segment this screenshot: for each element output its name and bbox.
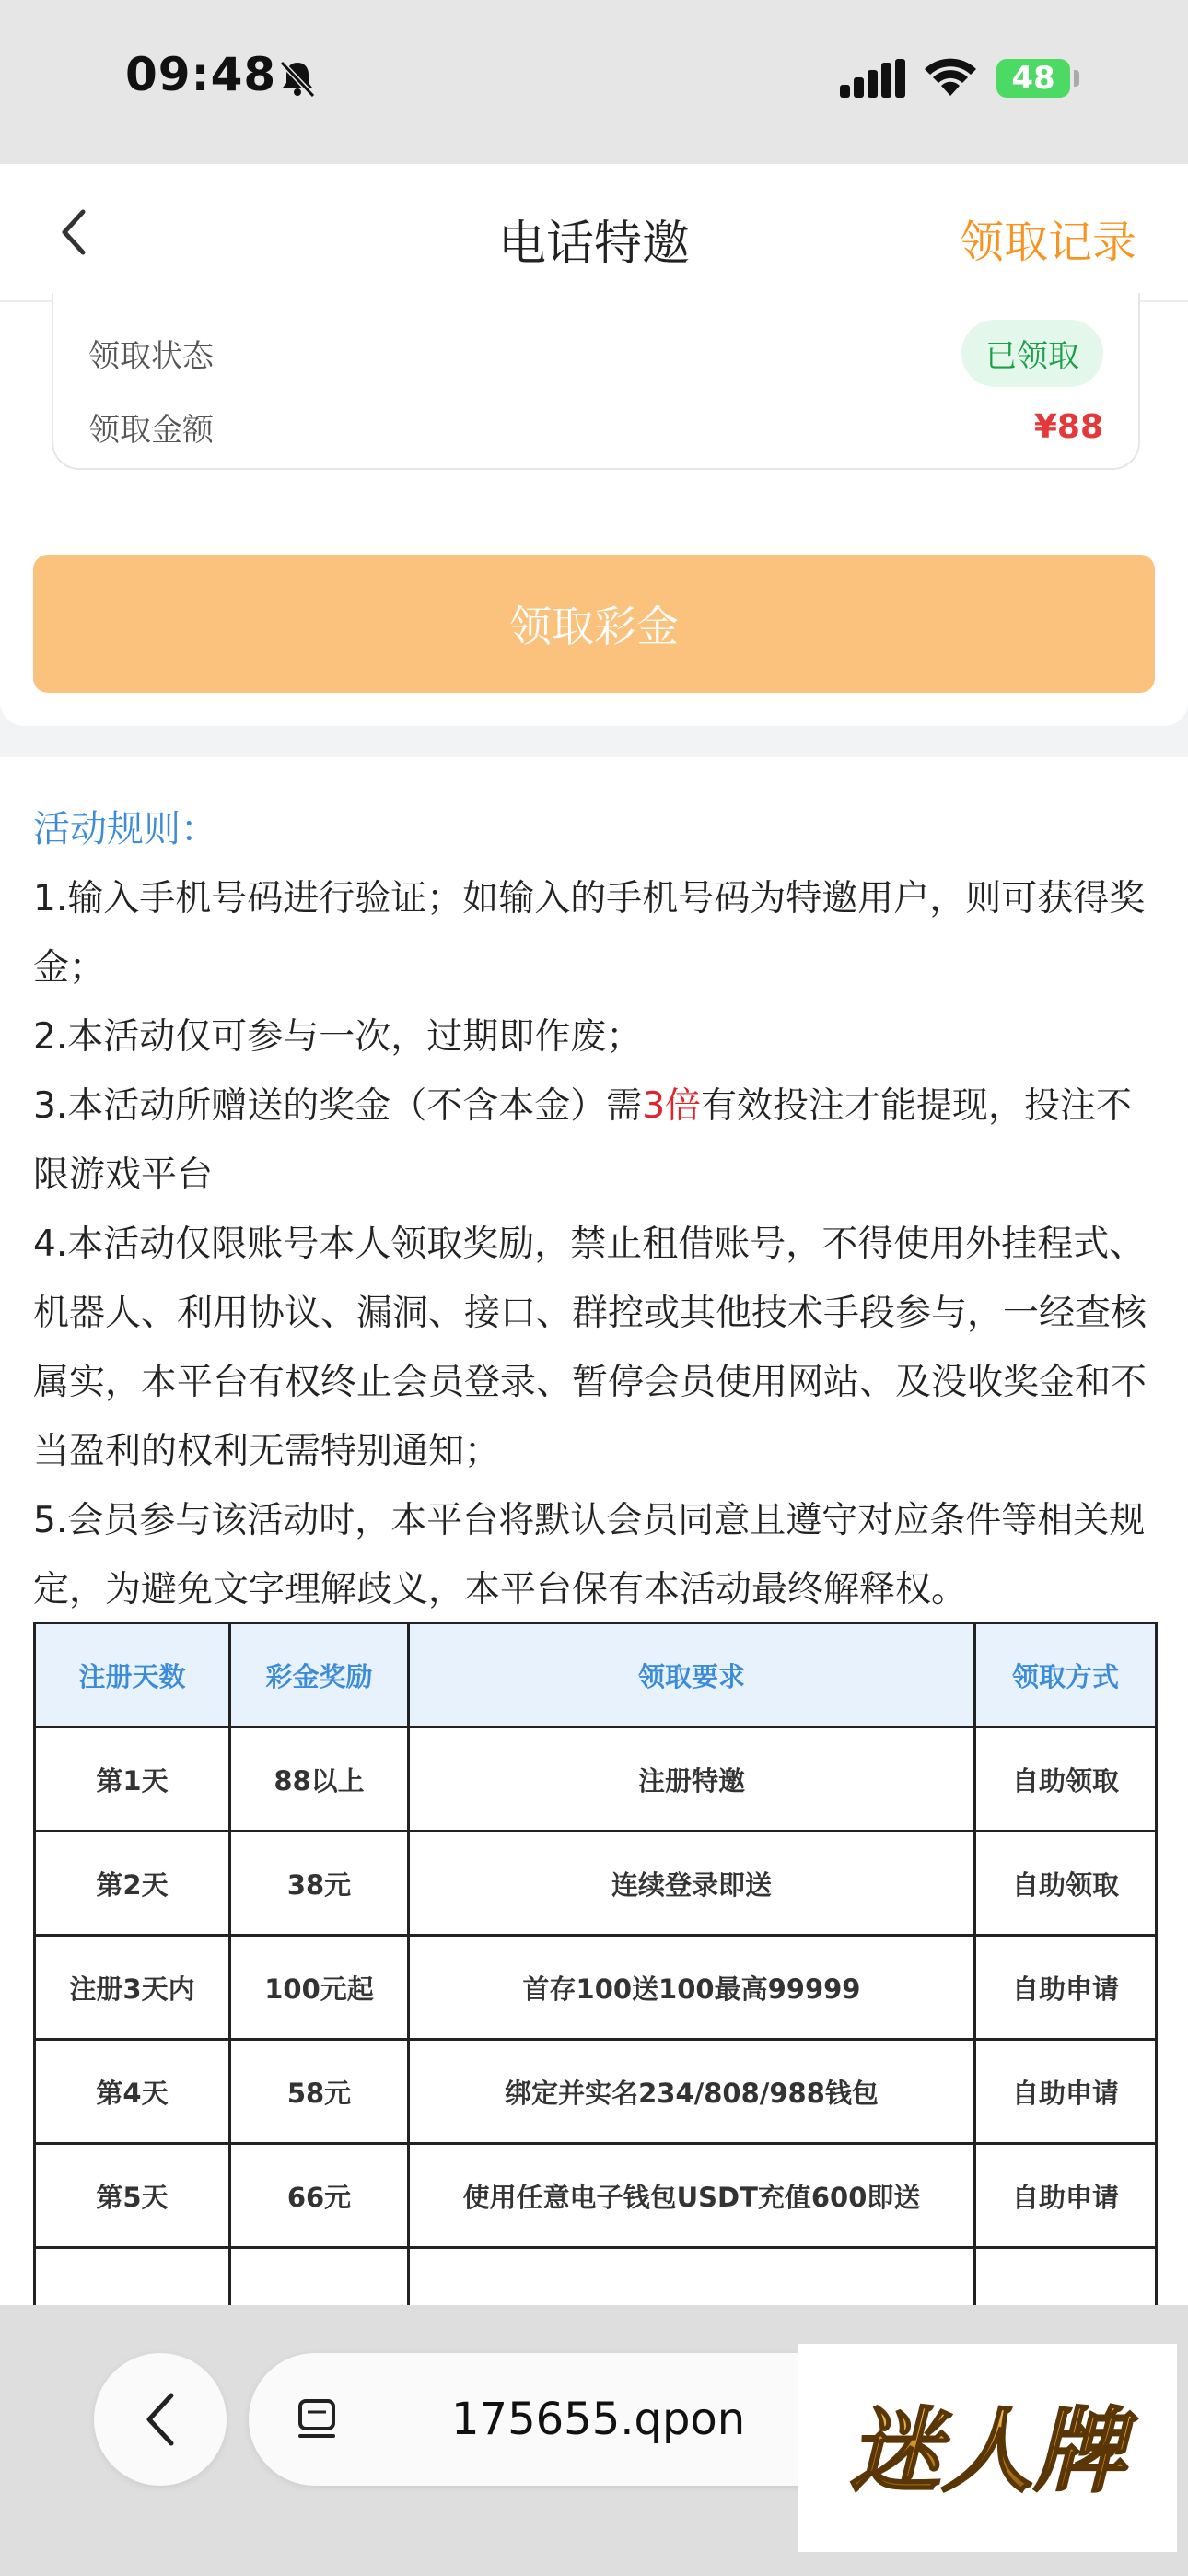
table-cell: 38元 bbox=[230, 1832, 409, 1936]
claim-status-label: 领取状态 bbox=[88, 337, 214, 375]
rule-item-3-post: 有效投注才能提现，投注不限游戏平台 bbox=[33, 1085, 1133, 1196]
rule-item-4: 4.本活动仅限账号本人领取奖励，禁止租借账号，不得使用外挂程式、机器人、利用协议、漏洞、接口、群控或其他技术手段参与，一经查核属实，本平台有权终止会员登录、暂停会员使用网站、及没收奖金和不当盈利的权利无需特别通知； bbox=[33, 1224, 1147, 1472]
bonus-table bbox=[33, 1622, 1158, 2353]
claim-bonus-button[interactable]: 领取彩金 bbox=[33, 555, 1155, 693]
rule-item-2: 2.本活动仅可参与一次，过期即作废； bbox=[33, 1016, 643, 1058]
url-text[interactable]: 175655.qpon bbox=[451, 2394, 746, 2445]
table-cell: 自助领取 bbox=[975, 1727, 1157, 1832]
table-row bbox=[35, 1727, 1157, 1832]
watermark-logo-graphic bbox=[835, 2383, 1139, 2512]
table-row bbox=[35, 1832, 1157, 1936]
table-cell: 66元 bbox=[230, 2144, 409, 2248]
back-arrow-icon bbox=[142, 2390, 179, 2449]
status-badge: 已领取 bbox=[961, 320, 1103, 387]
table-cell: 第4天 bbox=[35, 2040, 230, 2144]
signal-icon bbox=[840, 59, 906, 98]
table-cell: 注册3天内 bbox=[35, 1936, 230, 2040]
claim-amount-value: ¥88 bbox=[1033, 407, 1103, 446]
battery-cap bbox=[1074, 70, 1079, 87]
table-header-row bbox=[35, 1623, 1157, 1727]
claim-info-card bbox=[52, 293, 1140, 470]
table-cell: 自助申请 bbox=[975, 1936, 1157, 2040]
bell-off-icon bbox=[276, 57, 319, 100]
table-row bbox=[35, 2040, 1157, 2144]
claim-status-row bbox=[88, 321, 1103, 385]
table-cell: 自助领取 bbox=[975, 1832, 1157, 1936]
rule-item-3 bbox=[33, 1071, 1160, 1210]
claim-amount-label: 领取金额 bbox=[88, 411, 214, 449]
table-cell: 注册特邀 bbox=[409, 1727, 975, 1832]
table-cell: 第5天 bbox=[35, 2144, 230, 2248]
rule-item-3-pre: 3.本活动所赠送的奖金（不含本金）需 bbox=[33, 1085, 643, 1127]
table-row bbox=[35, 2144, 1157, 2248]
claim-section bbox=[0, 302, 1188, 726]
page-title: 电话特邀 bbox=[497, 217, 690, 272]
table-cell: 第2天 bbox=[35, 1832, 230, 1936]
table-header-cell: 注册天数 bbox=[35, 1623, 230, 1727]
watermark-logo bbox=[798, 2344, 1177, 2552]
table-header-cell: 领取方式 bbox=[975, 1623, 1157, 1727]
status-bar bbox=[0, 0, 1188, 164]
rules-section bbox=[0, 757, 1188, 2305]
table-cell: 绑定并实名234/808/988钱包 bbox=[409, 2040, 975, 2144]
claim-record-link[interactable]: 领取记录 bbox=[959, 217, 1136, 268]
table-cell: 58元 bbox=[230, 2040, 409, 2144]
table-row bbox=[35, 1936, 1157, 2040]
table-cell: 自助申请 bbox=[975, 2040, 1157, 2144]
browser-back-button[interactable] bbox=[94, 2353, 227, 2486]
rule-item-3-highlight: 3倍 bbox=[642, 1085, 702, 1127]
nav-bar bbox=[0, 164, 1188, 302]
tabs-icon[interactable] bbox=[295, 2395, 343, 2443]
status-time: 09:48 bbox=[125, 48, 277, 101]
svg-text:迷人牌: 迷人牌 bbox=[849, 2397, 1125, 2505]
table-cell: 88以上 bbox=[230, 1727, 409, 1832]
rule-item-5: 5.会员参与该活动时，本平台将默认会员同意且遵守对应条件等相关规定，为避免文字理解歧义，本平台保有本活动最终解释权。 bbox=[33, 1500, 1146, 1610]
table-cell: 连续登录即送 bbox=[409, 1832, 975, 1936]
table-cell: 使用任意电子钱包USDT充值600即送 bbox=[409, 2144, 975, 2248]
claim-amount-row bbox=[88, 394, 1103, 459]
table-header-cell: 领取要求 bbox=[409, 1623, 975, 1727]
rules-title: 活动规则： bbox=[33, 808, 217, 850]
table-cell: 第1天 bbox=[35, 1727, 230, 1832]
wifi-icon bbox=[923, 55, 978, 98]
rule-item-1: 1.输入手机号码进行验证；如输入的手机号码为特邀用户，则可获得奖金； bbox=[33, 878, 1146, 989]
table-cell: 100元起 bbox=[230, 1936, 409, 2040]
table-cell: 首存100送100最高99999 bbox=[409, 1936, 975, 2040]
table-cell: 自助申请 bbox=[975, 2144, 1157, 2248]
battery-icon: 48 bbox=[996, 59, 1070, 98]
table-header-cell: 彩金奖励 bbox=[230, 1623, 409, 1727]
